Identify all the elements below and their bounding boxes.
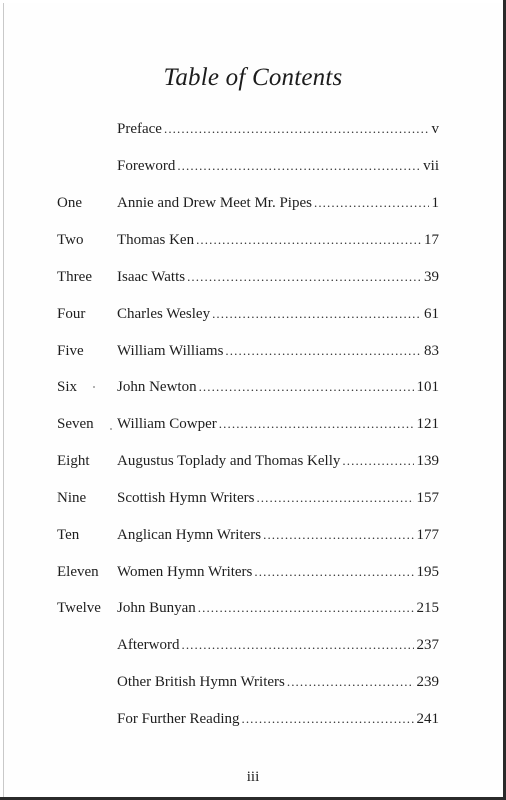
toc-row-chapter-seven bbox=[0, 413, 506, 435]
dot-leader bbox=[181, 634, 413, 656]
toc-entry bbox=[117, 487, 439, 509]
toc-row-chapter-two bbox=[0, 229, 506, 251]
toc-row-chapter-eleven bbox=[0, 561, 506, 583]
chapter-number: Nine bbox=[57, 490, 87, 506]
print-speck bbox=[93, 386, 95, 388]
dot-leader bbox=[342, 450, 413, 472]
chapter-number: One bbox=[57, 195, 82, 211]
entry-page-number: 237 bbox=[416, 637, 439, 653]
toc-entry bbox=[117, 524, 439, 546]
entry-title: Foreword bbox=[117, 158, 176, 174]
dot-leader bbox=[199, 376, 414, 398]
dot-leader bbox=[187, 266, 421, 288]
toc-row-preface bbox=[0, 118, 506, 140]
chapter-number: Six bbox=[57, 379, 78, 395]
chapter-number: Eleven bbox=[57, 564, 99, 580]
dot-leader bbox=[256, 487, 413, 509]
entry-page-number: 17 bbox=[424, 232, 439, 248]
entry-title: For Further Reading bbox=[117, 711, 240, 727]
toc-row-chapter-five bbox=[0, 340, 506, 362]
dot-leader bbox=[254, 561, 413, 583]
entry-page-number: v bbox=[431, 121, 439, 137]
entry-title: John Newton bbox=[117, 379, 197, 395]
dot-leader bbox=[164, 118, 429, 140]
toc-row-foreword bbox=[0, 155, 506, 177]
chapter-number: Four bbox=[57, 306, 86, 322]
entry-page-number: 61 bbox=[424, 306, 439, 322]
print-speck bbox=[110, 428, 112, 430]
toc-entry bbox=[117, 450, 439, 472]
entry-page-number: 177 bbox=[416, 527, 439, 543]
toc-row-chapter-twelve bbox=[0, 597, 506, 619]
dot-leader bbox=[212, 303, 421, 325]
toc-entry bbox=[117, 266, 439, 288]
chapter-number: Two bbox=[57, 232, 84, 248]
entry-page-number: vii bbox=[423, 158, 439, 174]
toc-row-chapter-three bbox=[0, 266, 506, 288]
page-title: Table of Contents bbox=[163, 64, 343, 91]
toc-entry bbox=[117, 155, 439, 177]
toc-row-chapter-nine bbox=[0, 487, 506, 509]
toc-row-chapter-four bbox=[0, 303, 506, 325]
toc-entry bbox=[117, 634, 439, 656]
dot-leader bbox=[196, 229, 421, 251]
entry-page-number: 121 bbox=[416, 416, 439, 432]
entry-page-number: 195 bbox=[416, 564, 439, 580]
entry-title: William Williams bbox=[117, 343, 224, 359]
entry-title: Other British Hymn Writers bbox=[117, 674, 285, 690]
chapter-number: Eight bbox=[57, 453, 90, 469]
toc-entry bbox=[117, 303, 439, 325]
entry-page-number: 83 bbox=[424, 343, 439, 359]
entry-page-number: 101 bbox=[416, 379, 439, 395]
chapter-number: Three bbox=[57, 269, 92, 285]
entry-page-number: 39 bbox=[424, 269, 439, 285]
entry-page-number: 157 bbox=[416, 490, 439, 506]
entry-title: John Bunyan bbox=[117, 600, 196, 616]
entry-page-number: 139 bbox=[416, 453, 439, 469]
toc-entry bbox=[117, 340, 439, 362]
entry-title: Charles Wesley bbox=[117, 306, 211, 322]
entry-page-number: 1 bbox=[431, 195, 439, 211]
entry-page-number: 239 bbox=[416, 674, 439, 690]
dot-leader bbox=[198, 597, 414, 619]
dot-leader bbox=[263, 524, 413, 546]
chapter-number: Five bbox=[57, 343, 84, 359]
toc-row-other-writers bbox=[0, 671, 506, 693]
entry-title: Women Hymn Writers bbox=[117, 564, 253, 580]
toc-row-afterword bbox=[0, 634, 506, 656]
toc-entry bbox=[117, 708, 439, 730]
toc-entry bbox=[117, 413, 439, 435]
entry-title: Isaac Watts bbox=[117, 269, 186, 285]
entry-title: Preface bbox=[117, 121, 162, 137]
toc-row-further-reading bbox=[0, 708, 506, 730]
entry-title: Annie and Drew Meet Mr. Pipes bbox=[117, 195, 312, 211]
entry-title: William Cowper bbox=[117, 416, 217, 432]
dot-leader bbox=[177, 155, 420, 177]
entry-title: Augustus Toplady and Thomas Kelly bbox=[117, 453, 341, 469]
chapter-number: Ten bbox=[57, 527, 80, 543]
chapter-number: Twelve bbox=[57, 600, 101, 616]
toc-row-chapter-one bbox=[0, 192, 506, 214]
entry-page-number: 215 bbox=[416, 600, 439, 616]
toc-entry bbox=[117, 671, 439, 693]
entry-page-number: 241 bbox=[416, 711, 439, 727]
dot-leader bbox=[314, 192, 429, 214]
toc-entry bbox=[117, 229, 439, 251]
toc-entry bbox=[117, 376, 439, 398]
toc-entry bbox=[117, 561, 439, 583]
page-number-footer: iii bbox=[246, 769, 260, 785]
toc-entry bbox=[117, 597, 439, 619]
chapter-number: Seven bbox=[57, 416, 94, 432]
toc-entry bbox=[117, 118, 439, 140]
toc-row-chapter-six bbox=[0, 376, 506, 398]
entry-title: Afterword bbox=[117, 637, 180, 653]
entry-title: Thomas Ken bbox=[117, 232, 195, 248]
toc-row-chapter-eight bbox=[0, 450, 506, 472]
toc-row-chapter-ten bbox=[0, 524, 506, 546]
entry-title: Scottish Hymn Writers bbox=[117, 490, 255, 506]
dot-leader bbox=[225, 340, 421, 362]
dot-leader bbox=[287, 671, 414, 693]
dot-leader bbox=[219, 413, 414, 435]
toc-entry bbox=[117, 192, 439, 214]
dot-leader bbox=[241, 708, 413, 730]
entry-title: Anglican Hymn Writers bbox=[117, 527, 262, 543]
